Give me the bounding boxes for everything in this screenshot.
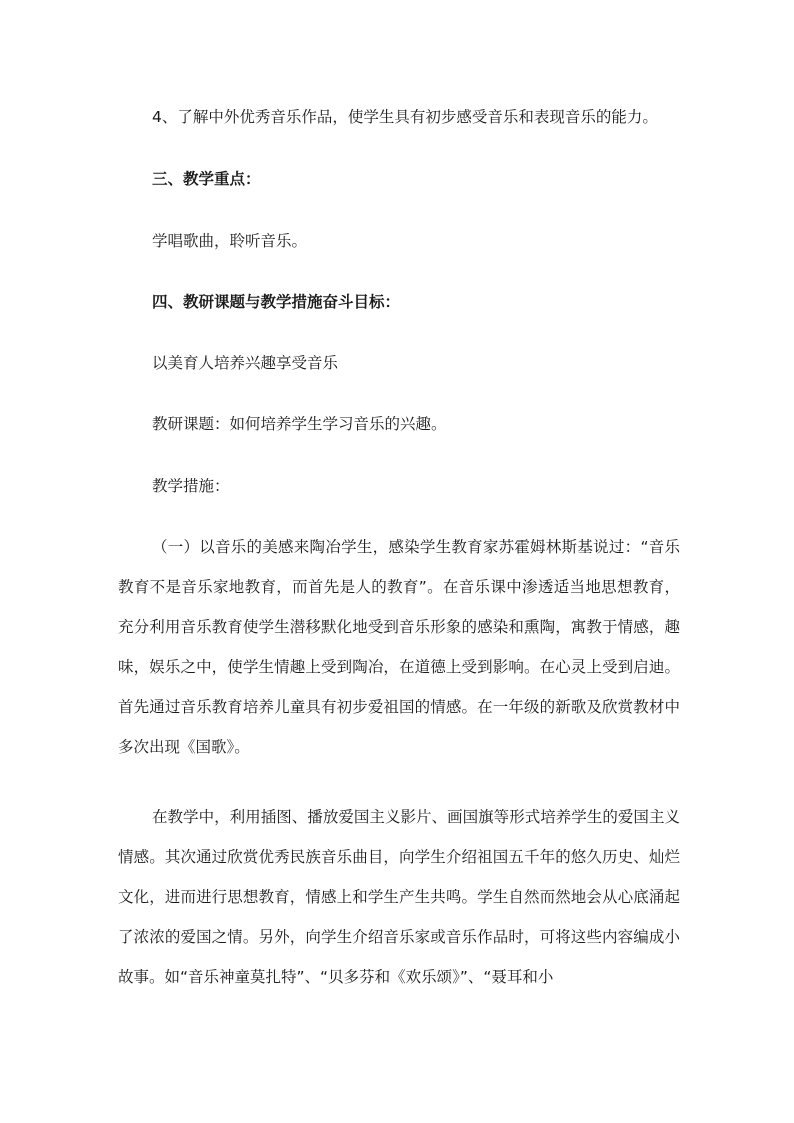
research-topic: 教研课题：如何培养学生学习音乐的兴趣。 (152, 415, 447, 433)
section-4-heading: 四、教研课题与教学措施奋斗目标： (152, 293, 401, 311)
goal-text: 以美育人培养兴趣享受音乐 (152, 354, 339, 372)
section-3-body: 学唱歌曲，聆听音乐。 (152, 232, 308, 250)
measures-paragraph-2: 在教学中，利用插图、播放爱国主义影片、画国旗等形式培养学生的爱国主义情感。其次通过欣赏优秀民族音乐曲目，向学生介绍祖国五千年的悠久历史、灿烂文化，进而进行思想教育，情感上和学生产生共鸣。学生自然而然地会从心底涌起了浓浓的爱国之情。另外，向学生介绍音乐家或音乐作品时，可将这些内容编成小故事。如“音乐神童莫扎特”、“贝多芬和《欢乐颂》”、“聂耳和小 (118, 808, 680, 986)
measures-paragraph-1: （一）以音乐的美感来陶冶学生，感染学生教育家苏霍姆林斯基说过：“音乐教育不是音乐家地教育，而首先是人的教育”。在音乐课中渗透适当地思想教育，充分利用音乐教育使学生潜移默化地受到音乐形象的感染和熏陶，寓教于情感，趣味，娱乐之中，使学生情趣上受到陶冶，在道德上受到影响。在心灵上受到启迪。首先通过音乐教育培养儿童具有初步爱祖国的情感。在一年级的新歌及欣赏教材中多次出现《国歌》。 (118, 538, 680, 756)
section-3-heading: 三、教学重点： (152, 170, 261, 188)
measures-label: 教学措施： (152, 477, 230, 495)
objective-item-4: 4、了解中外优秀音乐作品，使学生具有初步感受音乐和表现音乐的能力。 (152, 108, 658, 126)
